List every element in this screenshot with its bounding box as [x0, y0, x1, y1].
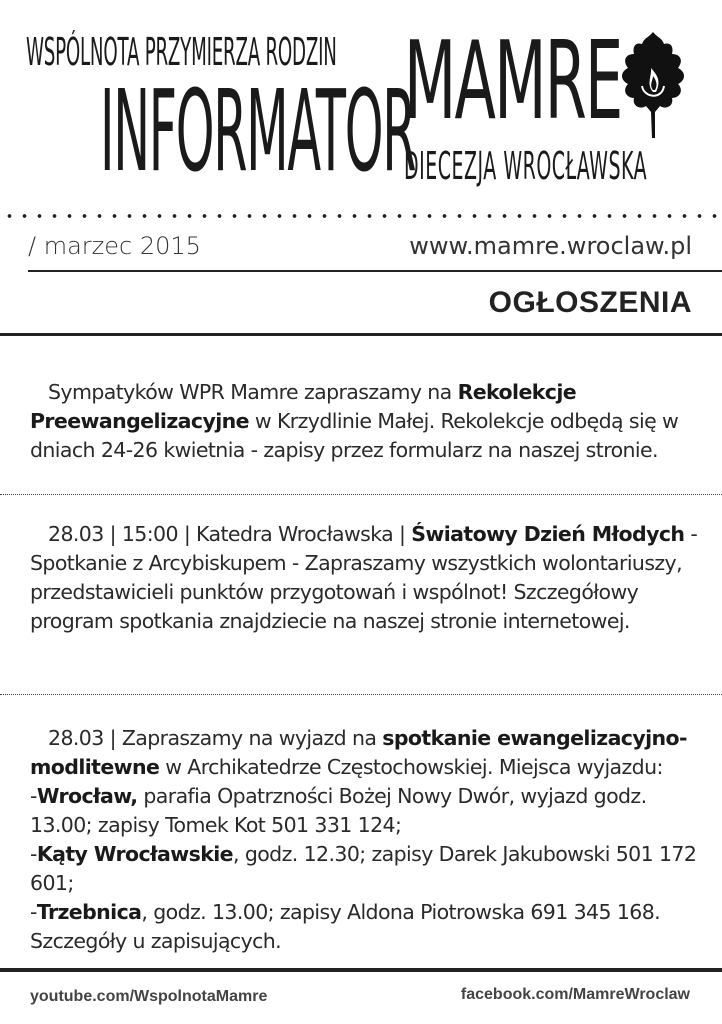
- departure-place-trzebnica: Trzebnica: [36, 900, 142, 924]
- departure-place-wroclaw: Wrocław,: [36, 784, 138, 808]
- announcement-text: 28.03 | 15:00 | Katedra Wrocławska |: [48, 522, 412, 546]
- section-title: OGŁOSZENIA: [488, 286, 692, 319]
- announcement-highlight: spotkanie ewangelizacyjno-modlitewne: [30, 726, 687, 779]
- community-name: WSPÓLNOTA PRZYMIERZA RODZIN: [26, 30, 337, 74]
- dotted-divider: [0, 694, 722, 695]
- facebook-link[interactable]: facebook.com/MamreWroclaw: [460, 986, 690, 1003]
- list-dash: -: [30, 842, 37, 866]
- departure-details: , godz. 12.30; zapisy Darek Jakubowski 501 172 601;: [30, 842, 697, 895]
- newsletter-title: INFORMATOR: [100, 67, 416, 197]
- announcement-text: w Krzydlinie Małej. Rekolekcje odbędą się w dniach 24-26 kwietnia - zapisy przez formularz na naszej stronie.: [30, 409, 679, 462]
- oak-leaf-flame-icon: [618, 28, 688, 140]
- youtube-link[interactable]: youtube.com/WspolnotaMamre: [30, 988, 268, 1005]
- announcement-text: Sympatyków WPR Mamre zapraszamy na: [48, 380, 458, 404]
- header-rule: [28, 270, 722, 272]
- dotted-separator: [0, 211, 722, 221]
- announcement-highlight: Światowy Dzień Młodych: [411, 522, 685, 546]
- website-link[interactable]: www.mamre.wroclaw.pl: [409, 232, 692, 260]
- closing-note: Szczegóły u zapisujących.: [30, 929, 282, 953]
- mamre-wordmark: MAMRE: [404, 19, 622, 144]
- list-dash: -: [30, 900, 37, 924]
- announcement-czestochowa-trip: [30, 724, 700, 956]
- announcement-retreat: [30, 378, 700, 465]
- dotted-divider: [0, 494, 722, 495]
- issue-date: / marzec 2015: [28, 232, 201, 260]
- section-rule: [0, 333, 722, 336]
- announcement-text: w Archikatedrze Częstochowskiej. Miejsca wyjazdu:: [159, 755, 663, 779]
- footer-rule: [0, 968, 722, 972]
- departure-place-katy: Kąty Wrocławskie: [36, 842, 233, 866]
- departure-details: , godz. 13.00; zapisy Aldona Piotrowska 691 345 168.: [141, 900, 661, 924]
- announcement-text: - Spotkanie z Arcybiskupem - Zapraszamy wszystkich wolontariuszy, przedstawicieli punktów przygotowań i wspólnot! Szczegółowy program spotkania znajdziecie na naszej stronie internetowej.: [30, 522, 698, 633]
- diocese-name: DIECEZJA WROCŁAWSKA: [404, 144, 648, 188]
- announcement-youth-day: [30, 520, 700, 636]
- departure-details: parafia Opatrzności Bożej Nowy Dwór, wyjazd godz. 13.00; zapisy Tomek Kot 501 331 124;: [30, 784, 647, 837]
- announcement-text: 28.03 | Zapraszamy na wyjazd na: [48, 726, 383, 750]
- list-dash: -: [30, 784, 37, 808]
- announcement-highlight: Rekolekcje Preewangelizacyjne: [30, 380, 577, 433]
